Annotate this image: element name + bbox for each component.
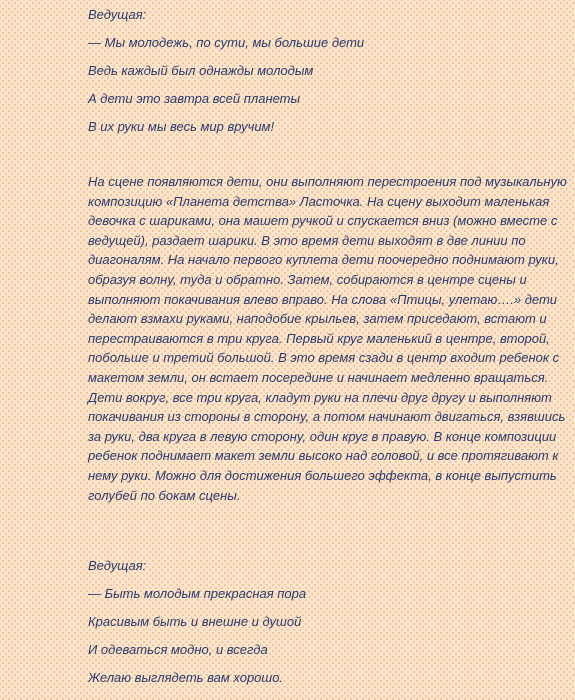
speaker-label: Ведущая: (88, 7, 147, 22)
verse-line: А дети это завтра всей планеты (88, 91, 301, 106)
verse-line: Ведь каждый был однажды молодым (88, 63, 314, 78)
stage-direction-paragraph: На сцене появляются дети, они выполняют перестроения под музыкальную композицию «Планета детства» Ласточка. На сцену выходит маленькая девочка с шариками, она машет ручкой и спускается вниз (можно вместе с ведущей), раздает шарики. В это время дети выходят в две линии по диагоналям. На начало первого куплета дети поочередно поднимают руки, образуя волну, туда и обратно. Затем, собираются в центре сцены и выполняют покачивания влево вправо. На слова «Птицы, улетаю….» дети делают взмахи руками, наподобие крыльев, затем приседают, встают и перестраиваются в три круга. Первый круг маленький в центре, второй, побольше и третий большой. В это время сзади в центр входит ребенок с макетом земли, он встает посередине и начинает медленно вращаться. Дети вокруг, все три круга, кладут руки на плечи друг другу и выполняют покачивания из стороны в сторону, а потом начинают двигаться, взявшись за руки, два круга в левую сторону, один круг в правую. В конце композиции ребенок поднимает макет земли высоко над головой, и все протягивают к нему руки. Можно для достижения большего эффекта, в конце выпустить голубей по бокам сцены. (88, 174, 567, 503)
verse-line: — Быть молодым прекрасная пора (88, 586, 307, 601)
verse-line: Желаю выглядеть вам хорошо. (88, 670, 284, 685)
verse-line: — Мы молодежь, по сути, мы большие дети (88, 35, 365, 50)
speaker-label: Ведущая: (88, 558, 147, 573)
verse-line: И одеваться модно, и всегда (88, 642, 268, 657)
verse-line: В их руки мы весь мир вручим! (88, 119, 275, 134)
verse-line: Красивым быть и внешне и душой (88, 614, 302, 629)
